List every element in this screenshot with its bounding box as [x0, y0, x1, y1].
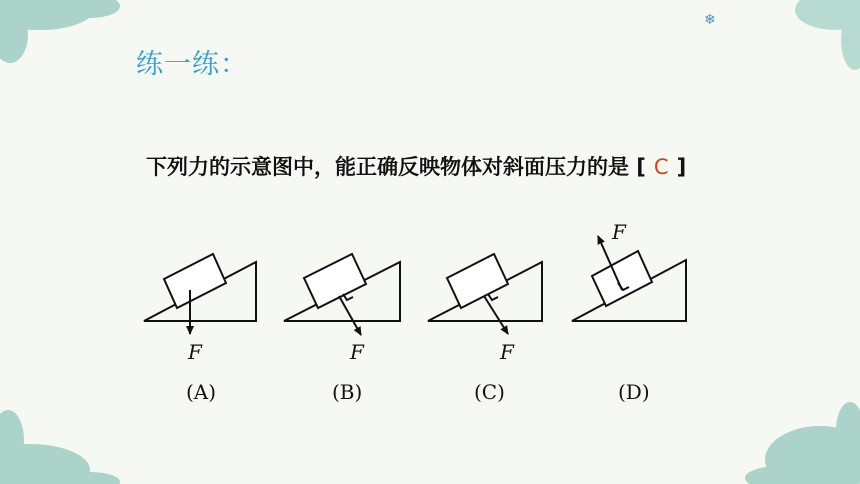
block-a — [164, 254, 226, 308]
block-c — [447, 254, 508, 308]
diagram-b — [284, 254, 400, 335]
caption-b: (B) — [332, 380, 363, 404]
force-label-c: F — [500, 340, 514, 364]
question-body: 下列力的示意图中，能正确反映物体对斜面压力的是 [ — [146, 155, 646, 179]
block-b — [304, 254, 366, 308]
block-d — [592, 251, 652, 306]
snowflake-icon: ❄ — [704, 12, 716, 28]
caption-d: (D) — [618, 380, 650, 404]
caption-c: (C) — [474, 380, 505, 404]
force-arrow-b — [339, 296, 361, 335]
diagram-d — [572, 236, 686, 321]
right-angle-mark-c — [488, 294, 498, 300]
force-label-a: F — [188, 340, 202, 364]
answer-text: C — [653, 155, 669, 179]
force-arrow-c — [484, 296, 508, 334]
right-angle-mark-b — [343, 294, 353, 300]
force-label-b: F — [350, 340, 364, 364]
force-label-d: F — [612, 220, 626, 244]
bracket-close: ] — [676, 155, 687, 179]
slide-title: 练一练： — [136, 49, 248, 80]
diagram-a — [144, 254, 256, 334]
caption-a: (A) — [186, 380, 217, 404]
diagram-c — [428, 254, 542, 334]
